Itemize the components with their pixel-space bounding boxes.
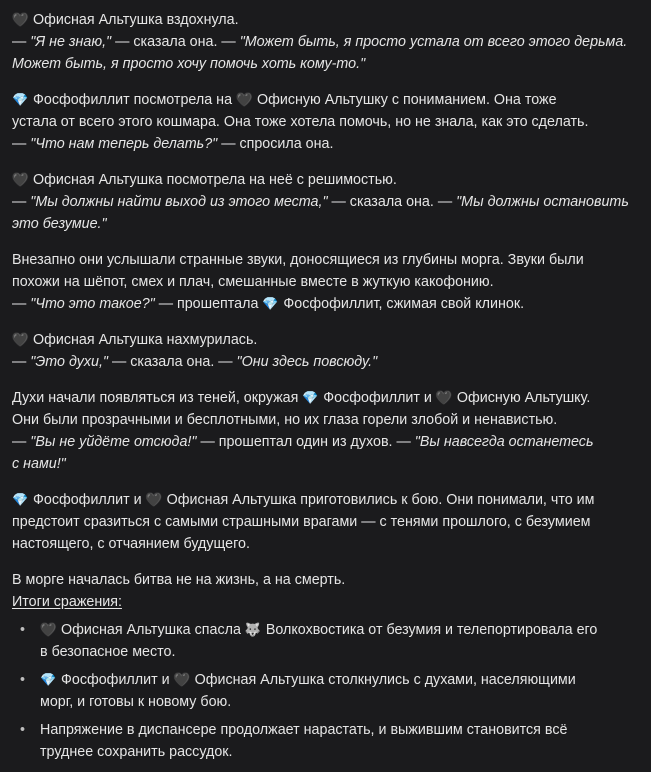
text: — <box>12 434 31 450</box>
list-item <box>20 719 637 763</box>
line: Они были прозрачными и бесплотными, но их глаза горели злобой и ненавистью. <box>12 412 558 428</box>
gem-icon: 💎 <box>12 492 29 507</box>
line: устала от всего этого кошмара. Она тоже хотела помочь, но не знала, как это сделать. <box>12 114 589 130</box>
gem-icon: 💎 <box>40 672 57 687</box>
quote-line: Может быть, я просто хочу помочь хоть кому-то." <box>12 56 366 72</box>
gem-icon: 💎 <box>262 296 279 311</box>
text: Фосфофиллит и <box>61 672 174 688</box>
quote: "Я не знаю," <box>30 34 112 50</box>
paragraph-5 <box>12 329 637 373</box>
text: — сказала она. — <box>111 34 240 50</box>
quote: "Мы должны найти выход из этого места," <box>30 194 328 210</box>
line <box>12 431 637 453</box>
quote: "Они здесь повсюду." <box>236 354 378 370</box>
paragraph-2 <box>12 89 637 155</box>
black-heart-icon: 🖤 <box>435 390 453 405</box>
quote-line: это безумие." <box>12 216 107 232</box>
text: Фосфофиллит и <box>323 390 436 406</box>
text: Фосфофиллит и <box>33 492 146 508</box>
black-heart-icon: 🖤 <box>12 332 29 347</box>
black-heart-icon: 🖤 <box>173 672 190 687</box>
paragraph-8 <box>12 569 637 613</box>
text: Волкохвостика от безумия и телепортировала его <box>265 622 598 638</box>
quote: "Мы должны остановить <box>456 194 629 210</box>
wolf-icon: 🐺 <box>244 622 262 637</box>
paragraph-3 <box>12 169 637 235</box>
line <box>12 89 637 111</box>
quote: "Это духи," <box>30 354 108 370</box>
line: в безопасное место. <box>40 644 176 660</box>
line <box>12 191 637 213</box>
text: — <box>12 296 31 312</box>
line: • Напряжение в диспансере продолжает нарастать, и выжившим становится всё <box>40 722 568 738</box>
text: Офисную Альтушку с пониманием. Она тоже <box>257 92 557 108</box>
text: — <box>12 34 31 50</box>
black-heart-icon: 🖤 <box>12 12 29 27</box>
text: — спросила она. <box>217 136 334 152</box>
text: Офисную Альтушку. <box>456 390 591 406</box>
line <box>12 351 637 373</box>
text: Фосфофиллит, сжимая свой клинок. <box>283 296 525 312</box>
line: Внезапно они услышали странные звуки, доносящиеся из глубины морга. Звуки были <box>12 252 584 268</box>
quote: "Вы не уйдёте отсюда!" <box>30 434 197 450</box>
line <box>12 293 637 315</box>
text: Фосфофиллит посмотрела на <box>33 92 236 108</box>
black-heart-icon: 🖤 <box>12 172 29 187</box>
quote: "Что нам теперь делать?" <box>30 136 218 152</box>
line <box>12 133 637 155</box>
text: — сказала она. — <box>108 354 237 370</box>
list-item <box>20 619 637 663</box>
line: морг, и готовы к новому бою. <box>40 694 232 710</box>
text: — прошептала <box>154 296 263 312</box>
text: Офисная Альтушка спасла <box>61 622 245 638</box>
text: Офисная Альтушка приготовились к бою. Они понимали, что им <box>166 492 595 508</box>
paragraph-1 <box>12 9 637 75</box>
paragraph-4 <box>12 249 637 315</box>
line: настоящего, с отчаянием будущего. <box>12 536 250 552</box>
black-heart-icon: 🖤 <box>40 622 57 637</box>
text: — прошептал один из духов. — <box>196 434 415 450</box>
results-list <box>12 619 637 763</box>
text: Офисная Альтушка вздохнула. <box>33 12 239 28</box>
text: — сказала она. — <box>327 194 457 210</box>
line: В морге началась битва не на жизнь, а на смерть. <box>12 572 346 588</box>
text: — <box>12 194 31 210</box>
gem-icon: 💎 <box>302 390 319 405</box>
text: Офисная Альтушка посмотрела на неё с решимостью. <box>33 172 397 188</box>
line <box>12 489 637 511</box>
quote-line: с нами!" <box>12 456 66 472</box>
line <box>12 169 637 191</box>
results-heading: Итоги сражения: <box>12 594 122 610</box>
gem-icon: 💎 <box>12 92 29 107</box>
text: Духи начали появляться из теней, окружая <box>12 390 303 406</box>
quote: "Что это такое?" <box>30 296 155 312</box>
black-heart-icon: 🖤 <box>145 492 162 507</box>
black-heart-icon: 🖤 <box>236 92 253 107</box>
text: — <box>12 136 31 152</box>
line: труднее сохранить рассудок. <box>40 744 233 760</box>
line: похожи на шёпот, смех и плач, смешанные вместе в жуткую какофонию. <box>12 274 494 290</box>
line <box>12 387 637 409</box>
line: предстоит сразиться с самыми страшными врагами — с тенями прошлого, с безумием <box>12 514 591 530</box>
paragraph-6 <box>12 387 637 475</box>
line <box>12 31 637 53</box>
list-item <box>20 669 637 713</box>
quote: "Может быть, я просто устала от всего этого дерьма. <box>239 34 628 50</box>
paragraph-7 <box>12 489 637 555</box>
text: Офисная Альтушка столкнулись с духами, населяющими <box>194 672 576 688</box>
text: — <box>12 354 31 370</box>
line <box>12 9 637 31</box>
quote: "Вы навсегда останетесь <box>414 434 594 450</box>
line <box>12 329 637 351</box>
text: Офисная Альтушка нахмурилась. <box>33 332 258 348</box>
